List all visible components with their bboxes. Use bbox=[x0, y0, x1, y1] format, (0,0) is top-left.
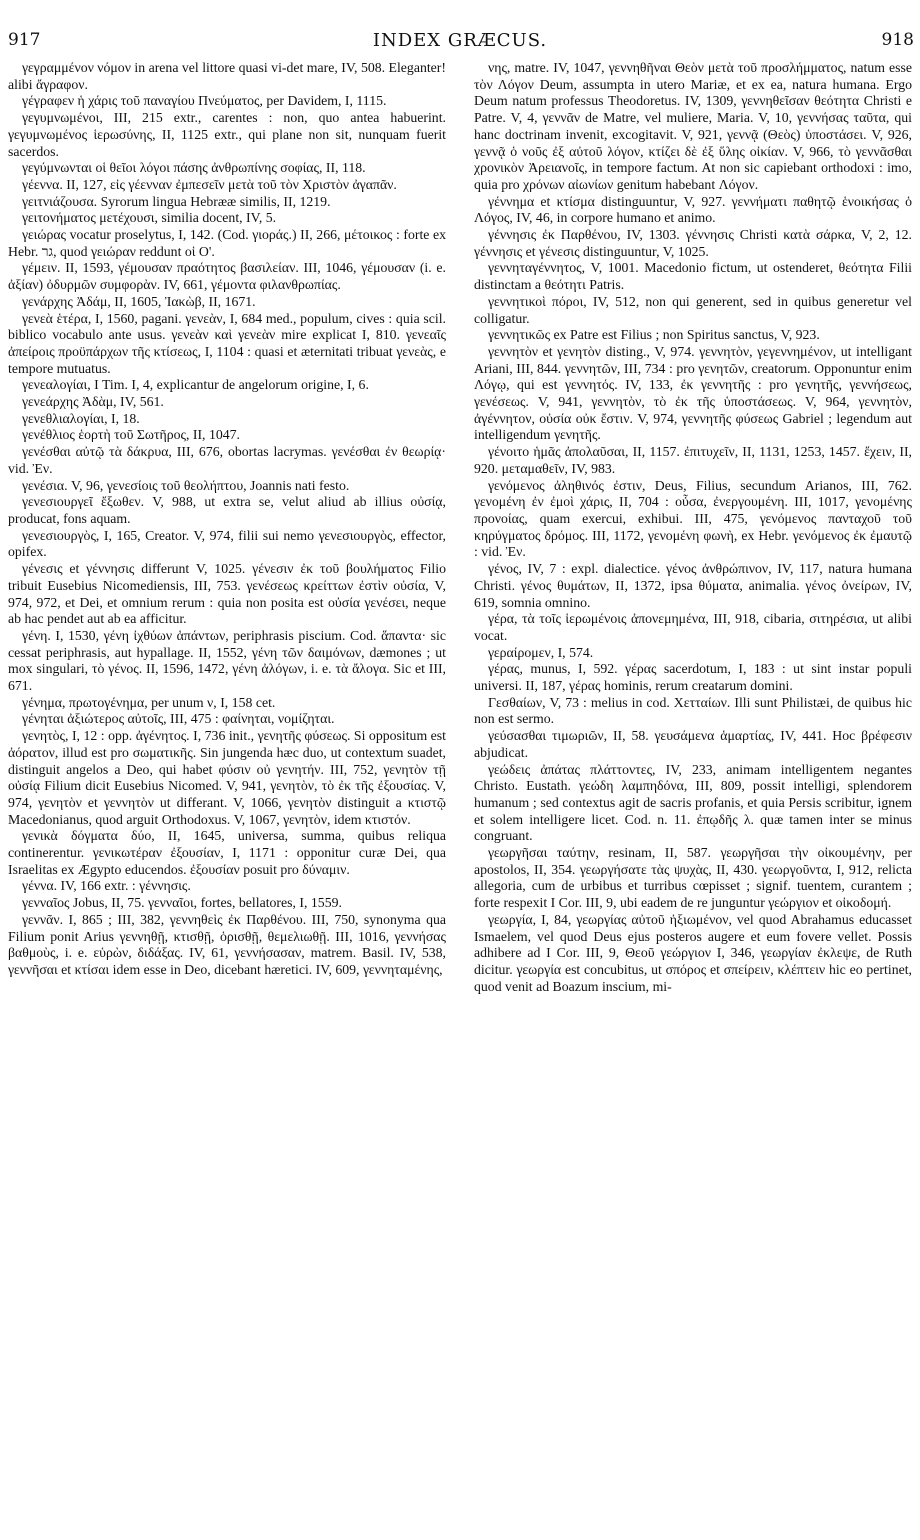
left-column bbox=[8, 60, 446, 1534]
index-entry: γενητὸς, I, 12 : opp. ἀγένητος. I, 736 init., γενητῆς φύσεως. Si oppositum est ἀόρατον, illud est pro σωματικῆς. Sin jungenda hæc duo, ut contextum suadet, distinguit angelos a Deo, qui habet φύσιν οὐ γενητήν. III, 752, γενητὸν τῇ οὐσίᾳ Filium dicit Eusebius Nicomed. V, 941, γενητὸν, τὸ ἐκ τῆς ἐξουσίας. V, 974, γενητὸν et γεννητὸν ut differant. V, 1066, γενητὸν distinguit a κτιστῷ Macedonianus, quod arguit Orthodoxus. V, 1067, γενητὸν, idem κτιστόν. bbox=[8, 728, 446, 827]
index-entry: γένημα, πρωτογένημα, per unum ν, I, 158 cet. bbox=[22, 694, 276, 710]
index-entry: γέεννα. II, 127, εἰς γέενναν ἐμπεσεῖν μετὰ τοῦ τὸν Χριστὸν ἀγαπᾶν. bbox=[22, 176, 397, 192]
index-entry: γειτονήματος μετέχουσι, similia docent, IV, 5. bbox=[22, 210, 277, 226]
index-entry: γεωργία, I, 84, γεωργίας αὐτοῦ ἠξιωμένον, vel quod Abrahamus educasset Ismaelem, vel quod Deus ejus posteros augere et eum fovere vellet. Possis adhibere ad I Cor. III, 9, Θεοῦ γεώργιον I, 346, γεωργίαν ἐκλεψε, de Ruth dicitur. γεωργία est concubitus, ut σπόρος et σπείρειν, κλέπτειν hic eo pertinet, quod venit ad Boazum inscium, mi- bbox=[474, 911, 912, 994]
index-entry: γειτνιάζουσα. Syrorum lingua Hebrææ similis, II, 1219. bbox=[22, 193, 331, 209]
index-entry: γέρας, munus, I, 592. γέρας sacerdotum, I, 183 : ut sint instar populi universi. II, 187, γέρας hominis, rerum creatarum domini. bbox=[474, 661, 912, 694]
index-entry: γενεθλιαλογίαι, I, 18. bbox=[22, 410, 140, 426]
index-entry: γεννητὸν et γενητὸν disting., V, 974. γεννητὸν, γεγεννημένον, ut intelligant Ariani, III, 844. γεννητῶν, III, 734 : pro γενητῶν, creatorum. Opponuntur enim Λόγῳ, qui est γεννητός. IV, 133, ἐκ γεννητῆς : pro γενητῆς, γεννήσεως, γενέσεως. V, 941, γεννητὸν, τὸ ἐκ τῆς ὑποστάσεως. V, 964, γεννητὸν, ἀγέννητον, οὐσία οὐκ ἔστιν. V, 974, γεννητῆς φύσεως Gabriel ; legendum aut intelligendum γενητῆς. bbox=[474, 343, 912, 443]
index-entry: γένος, IV, 7 : expl. dialectice. γένος ἀνθρώπινον, IV, 117, natura humana Christi. γένος θυμάτων, II, 1372, ipsa θύματα, animalia. γένος ὀνείρων, IV, 619, somnia omnino. bbox=[474, 561, 912, 610]
index-entry: γεγραμμένον νόμον in arena vel littore quasi vi-det mare, IV, 508. Eleganter! alibi ἄγραφον. bbox=[8, 60, 446, 92]
index-entry: γενάρχης Ἀδάμ, II, 1605, Ἰακὼβ, II, 1671. bbox=[22, 293, 256, 309]
index-entry: γενεσιουργεῖ ἔξωθεν. V, 988, ut extra se, velut aliud ab illius οὐσίᾳ, producat, fons aquam. bbox=[8, 494, 446, 526]
index-entry: γέννημα et κτίσμα distinguuntur, V, 927. γεννήματι παθητῷ ἑνοικήσας ὁ Λόγος, IV, 46, in corpore humano et animo. bbox=[474, 193, 912, 226]
index-entry: γέμειν. II, 1593, γέμουσαν πραότητος βασιλείαν. III, 1046, γέμουσαν (i. e. ἀξίαν) ὀδυρμῶν συμφορὰν. IV, 661, γέμοντα φιλανθρωπίας. bbox=[8, 260, 446, 293]
index-entry: γέρα, τὰ τοῖς ἱερωμένοις ἀπονεμημένα, III, 918, cibaria, σιτηρέσια, ut alibi vocat. bbox=[474, 611, 912, 643]
page-number-left: 917 bbox=[8, 30, 41, 50]
index-entry: γενεαλογίαι, I Tim. I, 4, explicantur de angelorum origine, I, 6. bbox=[22, 377, 369, 393]
running-title: INDEX GRÆCUS. bbox=[372, 30, 548, 51]
index-entry: γέγραφεν ἡ χάρις τοῦ παναγίου Πνεύματος, per Davidem, I, 1115. bbox=[22, 93, 387, 109]
right-column bbox=[474, 60, 912, 1534]
index-entry: γεννηταγέννητος, V, 1001. Macedonio fictum, ut ostenderet, θεότητα Filii distinctam a θεότητι Patris. bbox=[474, 260, 912, 293]
index-entry: γένη. I, 1530, γένη ἰχθύων ἁπάντων, periphrasis piscium. Cod. ἅπαντα· sic cessat periphrasis, aut hypallage. II, 1552, γένη τῶν δαιμόνων, dæmones ; ut mox singulari, τὸ γένος. II, 1596, 1472, γένη ἀλόγων, i. e. τὰ ἄλογα. Sic et III, 671. bbox=[8, 627, 446, 694]
index-entry: γεωργῆσαι ταύτην, resinam, II, 587. γεωργῆσαι τὴν οἰκουμένην, per apostolos, II, 354. γεωργήσατε τὰς ψυχὰς, II, 430. γεωργοῦντα, I, 912, relicta allegoria, cum de urbibus et turribus cœpisset ; signif. tuentem, curantem ; forte respexit I Cor. III, 9, ubi eadem de re junguntur γεώργιον et οἰκοδομή. bbox=[474, 845, 912, 911]
index-entry: γενέσια. V, 96, γενεσίοις τοῦ θεολήπτου, Joannis nati festo. bbox=[22, 477, 350, 493]
index-entry: γεύσασθαι τιμωριῶν, II, 58. γευσάμενα ἁμαρτίας, IV, 441. Hoc βρέφεσιν abjudicat. bbox=[474, 728, 912, 760]
index-entry: γενεάρχης Ἀδὰμ, IV, 561. bbox=[22, 394, 164, 410]
index-entry: γεγυμνωμένοι, III, 215 extr., carentes : non, quo antea habuerint. γεγυμνωμένος ἱερωσύνης, II, 1125 extr., qui plane non sit, nunquam fuerit sacerdos. bbox=[8, 110, 446, 159]
page-number-right: 918 bbox=[881, 30, 914, 50]
page-header bbox=[0, 0, 920, 58]
index-entry: γενναῖος Jobus, II, 75. γενναῖοι, fortes, bellatores, I, 1559. bbox=[22, 895, 342, 911]
index-entry: γενέσθαι αὐτῷ τὰ δάκρυα, III, 676, obortas lacrymas. γενέσθαι ἐν θεωρίᾳ· vid. Ἐν. bbox=[8, 444, 446, 476]
index-entry: γειώρας vocatur proselytus, I, 142. (Cod. γιοράς.) II, 266, μέτοικος : forte ex Hebr. גר, quod γειώραν reddunt οἱ Ο'. bbox=[8, 227, 446, 259]
index-entry: γέννησις ἐκ Παρθένου, IV, 1303. γέννησις Christi κατὰ σάρκα, V, 2, 12. γέννησις et γένεσις distinguuntur, V, 1025. bbox=[474, 227, 912, 259]
index-entry: γενεσιουργὸς, I, 165, Creator. V, 974, filii sui nemo γενεσιουργὸς, effector, opifex. bbox=[8, 527, 446, 560]
index-entry: Γεσθαίων, V, 73 : melius in cod. Χετταίων. Illi sunt Philistæi, de quibus hic non est sermo. bbox=[474, 694, 912, 727]
index-entry: γενικὰ δόγματα δύο, II, 1645, universa, summa, quibus reliqua continerentur. γενικωτέραν ἐξουσίαν, I, 1171 : opponitur curæ Dei, qua Israelitas ex Ægypto educendos. ἐξουσίαν posuit pro δύναμιν. bbox=[8, 828, 446, 877]
index-entry: γένοιτο ἡμᾶς ἀπολαῦσαι, II, 1157. ἐπιτυχεῖν, II, 1131, 1253, 1457. ἔχειν, II, 920. μεταμαθεῖν, IV, 983. bbox=[474, 444, 912, 476]
index-entry: γεώδεις ἀπάτας πλάττοντες, IV, 233, animam intelligentem negantes Christo. Eustath. γεώδη λαμπηδόνα, III, 809, possit intelligi, splendorem humanum ; sed contextus agit de sacris profanis, et quia Persis scribitur, ignem et solem intelligere licet. Cod. n. 11. ἐπῳδῆς λ. quæ tamen inter se minus congruant. bbox=[474, 761, 912, 844]
index-entry: γεραίρομεν, I, 574. bbox=[488, 644, 594, 660]
index-entry: γενόμενος ἀληθινός ἐστιν, Deus, Filius, secundum Arianos, III, 762. γενομένη ἐν ἐμοὶ χάρις, II, 704 : οὖσα, ἐνεργουμένη. III, 1017, γενομένης προνοίας, quam exercui, exhibui. III, 475, γενόμενος πανταχοῦ τοῦ κηρύγματος δρόμος. III, 1172, γενομένη φωνὴ, ex Hebr. γενόμενος ἐκ ἐμαυτῷ : vid. Ἐν. bbox=[474, 477, 912, 560]
index-entry: γενέθλιος ἑορτὴ τοῦ Σωτῆρος, II, 1047. bbox=[22, 427, 240, 443]
index-entry: γέννα. IV, 166 extr. : γέννησις. bbox=[22, 878, 191, 894]
index-entry: γεννητικῶς ex Patre est Filius ; non Spiritus sanctus, V, 923. bbox=[488, 327, 820, 343]
index-entry: γεγύμνωνται οἱ θεῖοι λόγοι πάσης ἀνθρωπίνης σοφίας, II, 118. bbox=[22, 160, 366, 176]
index-entry: γένεσις et γέννησις differunt V, 1025. γένεσιν ἐκ τοῦ βουλήματος Filio tribuit Eusebius Nicomediensis, III, 753. γενέσεως κρείττων ἐστὶν οὐσία, V, 974, 972, et Dei, et omnium rerum : quia non posita est οὐσία γενέσει, neque ab hac pendet aut ab ea afficitur. bbox=[8, 561, 446, 627]
index-entry: νης, matre. IV, 1047, γεννηθῆναι Θεὸν μετὰ τοῦ προσλήμματος, natum esse τὸν Λόγον Deum, assumpta in utero Mariæ, et ex ea, natura humana. Ergo Deum natum professus Theodoretus. IV, 1309, γεννηθεῖσαν θεότητα Christi e Patre. V, 4, γεννᾶν de Matre, vel muliere, Maria. V, 10, γεννήσας ταῦτα, qui hanc doctrinam invenit, excogitavit. V, 921, γεννᾷ (Θεὸς) ὑποστάσει. V, 926, γεννᾷ ὁ νοῦς ἐξ αὐτοῦ λόγον, κτίζει δὲ ἐξ ὕλης οἰκίαν. V, 966, τὸ γεννᾶσθαι χρονικὸν Ἀρειανοῖς, in tempore factum. At non sic capiebant orthodoxi : imo, quia pro χρόνων αἰωνίων genitum habebant Λόγον. bbox=[474, 60, 912, 192]
index-entry: γένηται ἀξιώτερος αὐτοῖς, III, 475 : φαίνηται, νομίζηται. bbox=[22, 711, 335, 727]
index-entry: γεννᾶν. I, 865 ; III, 382, γεννηθεὶς ἐκ Παρθένου. III, 750, synonyma qua Filium ponit Arius γεννηθῇ, κτισθῇ, ὁρισθῇ, θεμελιωθῇ. III, 1016, γεννήσας βαθμοὺς, i. e. εὑρὼν, διδάξας. IV, 61, γεννήσασαν, matrem. Basil. IV, 538, γεννῆσαι et κτίσαι idem esse in Deo, dicebant hæretici. IV, 609, γεννηταμένης, bbox=[8, 911, 446, 977]
index-entry: γενεὰ ἑτέρα, I, 1560, pagani. γενεὰν, I, 684 med., populum, cives : quia scil. biblico vocabulo ante usus. γενεὰν καὶ γενεὰν mire explicat I, 810. γενεαῖς ἀπείροις προϋπάρχων τῆς κτίσεως, I, 1104 : quasi et æternitati tribuat γενεὰς, e tempore mutuatus. bbox=[8, 310, 446, 376]
index-entry: γεννητικοὶ πόροι, IV, 512, non qui generent, sed in quibus generetur vel colligatur. bbox=[474, 293, 912, 326]
